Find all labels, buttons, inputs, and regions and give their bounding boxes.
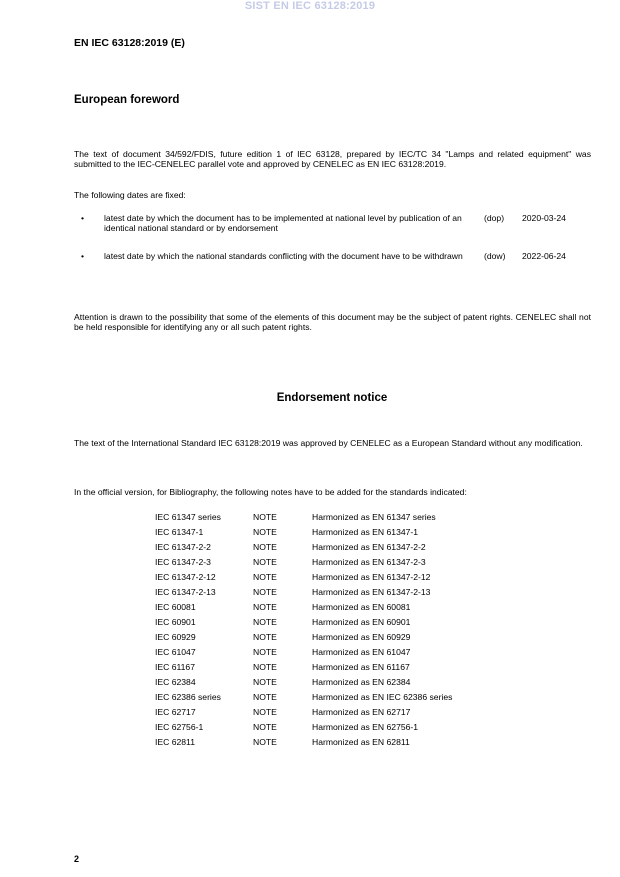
note-standard: IEC 61347-2-12	[155, 572, 216, 582]
date-item-text: latest date by which the national standards conflicting with the document have to be withdrawn	[104, 251, 463, 261]
note-harmonized: Harmonized as EN 61347-2-13	[312, 587, 431, 597]
endorsement-paragraph: The text of the International Standard IEC 63128:2019 was approved by CENELEC as a European Standard without any modification.	[74, 438, 583, 448]
note-harmonized: Harmonized as EN 60901	[312, 617, 411, 627]
note-harmonized: Harmonized as EN 62717	[312, 707, 411, 717]
note-label: NOTE	[253, 737, 277, 747]
note-label: NOTE	[253, 572, 277, 582]
note-label: NOTE	[253, 527, 277, 537]
note-label: NOTE	[253, 647, 277, 657]
note-harmonized: Harmonized as EN 60081	[312, 602, 411, 612]
bullet-icon: •	[81, 213, 85, 223]
note-label: NOTE	[253, 662, 277, 672]
foreword-paragraph: The text of document 34/592/FDIS, future edition 1 of IEC 63128, prepared by IEC/TC 34 "Lamps and related equipment" was submitted to the IEC-CENELEC parallel vote and approved by CENELEC as EN IEC 63128:2019.	[74, 149, 591, 170]
date-item-code: (dow)	[484, 251, 506, 261]
note-standard: IEC 62386 series	[155, 692, 221, 702]
note-harmonized: Harmonized as EN 62811	[312, 737, 410, 747]
note-harmonized: Harmonized as EN 61167	[312, 662, 410, 672]
note-harmonized: Harmonized as EN 60929	[312, 632, 411, 642]
date-item-text: latest date by which the document has to be implemented at national level by publication of an identical national standard or by endorsement	[104, 213, 462, 234]
dates-intro: The following dates are fixed:	[74, 190, 186, 200]
date-item-date: 2022-06-24	[522, 251, 566, 261]
attention-paragraph: Attention is drawn to the possibility that some of the elements of this document may be the subject of patent rights. CENELEC shall not be held responsible for identifying any or all such patent rights.	[74, 312, 591, 333]
note-standard: IEC 61047	[155, 647, 196, 657]
note-standard: IEC 61347-2-2	[155, 542, 211, 552]
note-label: NOTE	[253, 602, 277, 612]
date-item-code: (dop)	[484, 213, 505, 223]
bibliography-intro: In the official version, for Bibliography, the following notes have to be added for the standards indicated:	[74, 487, 467, 497]
note-label: NOTE	[253, 722, 277, 732]
note-harmonized: Harmonized as EN 61347-2-2	[312, 542, 426, 552]
note-label: NOTE	[253, 692, 277, 702]
note-standard: IEC 62384	[155, 677, 196, 687]
note-label: NOTE	[253, 587, 277, 597]
note-harmonized: Harmonized as EN 61047	[312, 647, 411, 657]
note-standard: IEC 60901	[155, 617, 196, 627]
note-standard: IEC 62717	[155, 707, 196, 717]
note-standard: IEC 61347-2-13	[155, 587, 216, 597]
endorsement-heading: Endorsement notice	[276, 392, 388, 404]
note-standard: IEC 60929	[155, 632, 196, 642]
note-harmonized: Harmonized as EN 62756-1	[312, 722, 419, 732]
note-harmonized: Harmonized as EN 61347-2-12	[312, 572, 431, 582]
document-id: EN IEC 63128:2019 (E)	[74, 37, 185, 49]
bullet-icon: •	[81, 251, 85, 261]
date-item-dow	[74, 251, 594, 273]
note-label: NOTE	[253, 617, 277, 627]
dates-list	[74, 213, 594, 273]
note-harmonized: Harmonized as EN 62384	[312, 677, 411, 687]
note-label: NOTE	[253, 677, 277, 687]
note-label: NOTE	[253, 512, 277, 522]
note-label: NOTE	[253, 542, 277, 552]
note-standard: IEC 61347-1	[155, 527, 204, 537]
date-item-dop	[74, 213, 594, 235]
note-standard: IEC 62811	[155, 737, 195, 747]
note-harmonized: Harmonized as EN IEC 62386 series	[312, 692, 453, 702]
note-harmonized: Harmonized as EN 61347 series	[312, 512, 436, 522]
note-standard: IEC 62756-1	[155, 722, 204, 732]
note-standard: IEC 60081	[155, 602, 196, 612]
note-standard: IEC 61347-2-3	[155, 557, 211, 567]
note-harmonized: Harmonized as EN 61347-2-3	[312, 557, 426, 567]
date-item-date: 2020-03-24	[522, 213, 566, 223]
note-label: NOTE	[253, 557, 277, 567]
note-label: NOTE	[253, 632, 277, 642]
note-standard: IEC 61167	[155, 662, 195, 672]
note-label: NOTE	[253, 707, 277, 717]
watermark: SIST EN IEC 63128:2019	[244, 0, 376, 12]
note-harmonized: Harmonized as EN 61347-1	[312, 527, 419, 537]
foreword-heading: European foreword	[74, 94, 180, 106]
note-standard: IEC 61347 series	[155, 512, 221, 522]
page-number: 2	[74, 854, 80, 864]
